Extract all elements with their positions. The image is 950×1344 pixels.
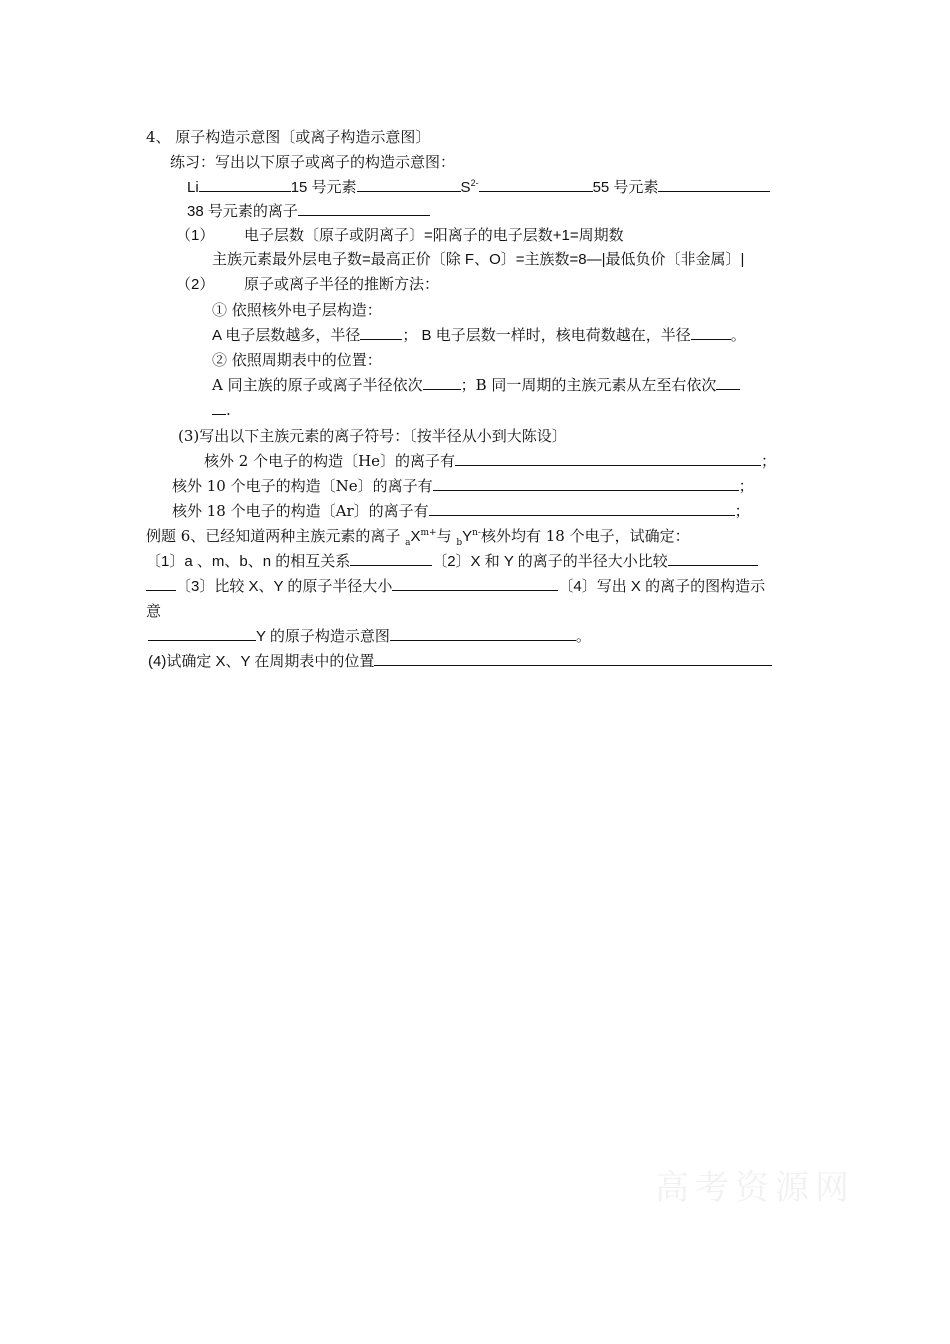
- ex6-q4-blank[interactable]: [148, 626, 256, 641]
- li-label: Li: [187, 179, 199, 196]
- ex6-q1-blank[interactable]: [350, 551, 432, 566]
- li-blank[interactable]: [199, 177, 291, 192]
- ex6-line-2: [146, 576, 765, 597]
- ex6-m: m+: [420, 528, 437, 538]
- p2-a2-blank[interactable]: [423, 375, 461, 390]
- p3-ar-semi: ；: [734, 502, 750, 520]
- p3-title: (3)写出以下主族元素的离子符号：〔按半径从小到大陈设〕: [178, 427, 567, 445]
- p3-ne-text: 核外 10 个电子的构造〔Ne〕的离子有: [172, 477, 433, 495]
- practice-line-2: [187, 201, 430, 222]
- p2-line: [176, 275, 439, 295]
- p2-a-blank[interactable]: [360, 325, 402, 340]
- p3-ar-text: 核外 18 个电子的构造〔Ar〕的离子有: [172, 502, 429, 520]
- p1-num: （1）: [176, 227, 215, 244]
- element-55-label: 55 号元素: [592, 179, 659, 196]
- ex6-end: 。: [575, 628, 591, 645]
- p3-ar-line: [172, 501, 750, 521]
- p3-he-blank[interactable]: [455, 451, 761, 466]
- p2-end-dot: 。: [730, 327, 746, 344]
- ex6-q3: 〔3〕比较 X、Y 的原子半径大小: [176, 578, 393, 595]
- ex6-pre: 例题 6、已经知道两种主族元素的离子: [146, 527, 406, 545]
- ex6-q1: 〔1〕a 、m、b、n 的相互关系: [146, 553, 351, 570]
- p2-b-text: ； B 电子层数一样时，核电荷数越在，半径: [402, 327, 691, 344]
- p2-line-a: [212, 325, 746, 346]
- p3-ne-line: [172, 476, 754, 496]
- s-ion-blank[interactable]: [479, 177, 593, 192]
- ex6-q5-blank[interactable]: [374, 651, 772, 666]
- ex6-b: b: [456, 538, 463, 548]
- ion-38-blank[interactable]: [298, 201, 430, 216]
- ex6-q3-blank[interactable]: [392, 576, 558, 591]
- p3-ne-blank[interactable]: [433, 476, 739, 491]
- p2-line-a2: [212, 375, 740, 395]
- ex6-mid: 与: [436, 527, 457, 545]
- p1-text: 电子层数〔原子或阴离子〕=阳离子的电子层数+1=周期数: [244, 227, 624, 244]
- p2-text: 原子或离子半径的推断方法：: [244, 276, 440, 293]
- p2-end2: .: [226, 401, 231, 419]
- practice-line-1: [187, 177, 770, 198]
- p3-he-text: 核外 2 个电子的构造〔He〕的离子有: [204, 452, 456, 470]
- s-charge: 2-: [470, 178, 479, 188]
- ex6-post: 核外均有 18 个电子，试确定：: [480, 527, 690, 545]
- practice-prompt: 练习：写出以下原子或离子的构造示意图：: [170, 153, 456, 171]
- p3-he-line: [204, 451, 776, 471]
- p2-criterion-2: ② 依照周期表中的位置：: [212, 351, 382, 369]
- p1-line-2: 主族元素最外层电子数=最高正价〔除 F、O〕=主族数=8—|最低负价〔非金属〕|: [212, 251, 745, 268]
- ex6-line-4: [148, 626, 591, 647]
- p2-num: （2）: [176, 276, 215, 293]
- ex6-q4: 〔4〕写出 X 的离子的图构造示: [558, 578, 766, 595]
- ex6-y: Y: [462, 528, 473, 545]
- element-55-blank[interactable]: [658, 177, 770, 192]
- ex6-x: X: [410, 528, 421, 545]
- p3-ar-blank[interactable]: [429, 501, 735, 516]
- ex6-q2: 〔2〕X 和 Y 的离子的半径大小比较: [432, 553, 668, 570]
- s-label: S: [460, 179, 471, 196]
- ion-38-label: 38 号元素的离子: [187, 203, 298, 220]
- ex6-line-1: [146, 551, 758, 572]
- ex6-q2-blank[interactable]: [668, 551, 758, 566]
- section-4-title: 4、 原子构造示意图〔或离子构造示意图〕: [146, 128, 431, 146]
- p1-line: [176, 226, 624, 246]
- ex6-q2-blank-cont[interactable]: [146, 576, 176, 591]
- ex6-q5: (4)试确定 X、Y 在周期表中的位置: [148, 653, 375, 670]
- p2-b2-text: ；B 同一周期的主族元素从左至右依次: [460, 376, 717, 394]
- ex6-line-3: 意: [146, 602, 162, 620]
- p2-b2-blank[interactable]: [716, 375, 740, 390]
- p2-criterion-1: ① 依照核外电子层构造：: [212, 301, 382, 319]
- example-6-title: [146, 526, 690, 547]
- ex6-ydiag-blank[interactable]: [390, 626, 576, 641]
- p2-line-a2-cont: [212, 400, 231, 420]
- ex6-a: a: [405, 538, 411, 548]
- p2-b2-blank-cont[interactable]: [212, 400, 226, 415]
- p3-he-semi: ；: [761, 452, 777, 470]
- element-15-blank[interactable]: [357, 177, 461, 192]
- p2-b-blank[interactable]: [691, 325, 731, 340]
- ex6-n: n-: [472, 528, 481, 538]
- ex6-line-5: [148, 651, 772, 672]
- p3-ne-semi: ；: [738, 477, 754, 495]
- p2-a2-text: A 同主族的原子或离子半径依次: [212, 376, 423, 394]
- element-15-label: 15 号元素: [290, 179, 357, 196]
- ex6-ydiag: Y 的原子构造示意图: [256, 628, 390, 645]
- watermark: 高考资源网: [655, 1168, 855, 1208]
- p2-a-text: A 电子层数越多，半径: [212, 327, 361, 344]
